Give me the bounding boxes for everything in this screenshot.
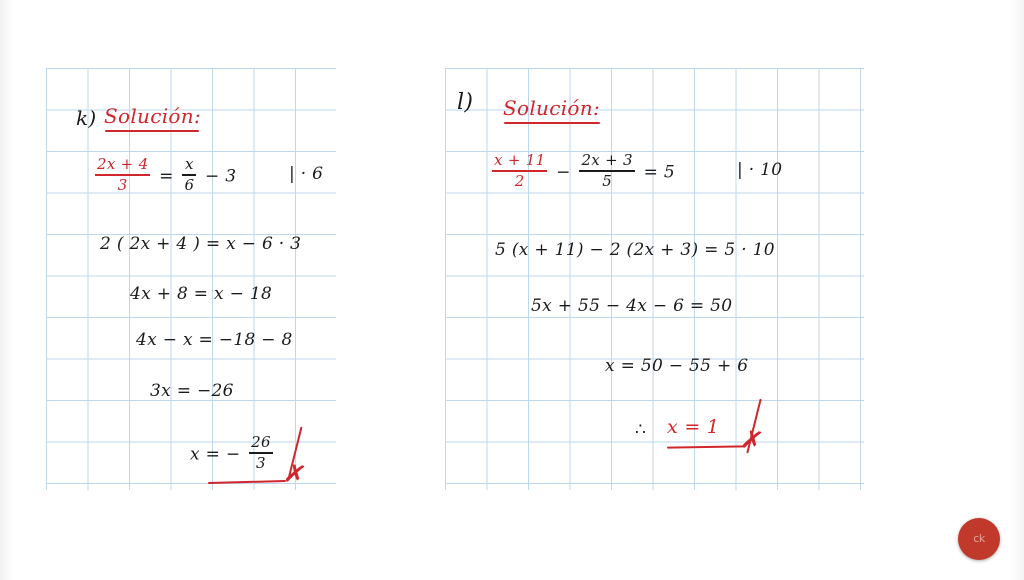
right-tail-k: − 3	[205, 166, 237, 187]
problem-k-label: k)	[76, 106, 97, 130]
watermark-glyph: ck	[973, 532, 985, 546]
problem-l-step-1	[489, 151, 675, 192]
operator-minus-l: −	[556, 162, 571, 183]
relation-equals-l: =	[643, 162, 659, 183]
problem-l-solution-underline	[504, 122, 600, 124]
problem-k-result-lhs: x = −	[190, 444, 241, 465]
problem-k-result-fraction: $\frac{26}{3}$	[251, 433, 271, 472]
fraction-a-l: $\frac{x + 11}{2}$	[494, 151, 546, 190]
fraction-b-l: $\frac{2x + 3}{5}$	[581, 151, 633, 190]
problem-l-step-3: 5x + 55 − 4x − 6 = 50	[531, 296, 733, 316]
problem-k-result	[190, 433, 276, 474]
grid-paper-left	[46, 68, 336, 490]
fraction-right-k: $\frac{x}{6}$	[184, 155, 195, 194]
page-left-shadow	[0, 0, 14, 580]
problem-k-step-5: 3x = −26	[150, 381, 234, 401]
watermark-badge	[958, 518, 1000, 560]
relation-equals-k: =	[159, 166, 174, 187]
problem-l-step-2: 5 (x + 11) − 2 (2x + 3) = 5 · 10	[495, 240, 775, 260]
problem-l-multiplier-note: | · 10	[737, 160, 783, 180]
grid-paper-right	[445, 68, 864, 490]
problem-k-result-underline	[208, 480, 286, 484]
problem-l-result-underline	[667, 445, 745, 449]
problem-k-step-1	[92, 155, 237, 196]
rhs-l: 5	[663, 162, 675, 183]
page-right-shadow	[1010, 0, 1024, 580]
problem-k-step-2: 2 ( 2x + 4 ) = x − 6 · 3	[100, 234, 302, 254]
problem-l-therefore-symbol: ∴	[635, 420, 647, 440]
fraction-left-k: $\frac{2x + 4}{3}$	[97, 155, 149, 194]
problem-l-step-4: x = 50 − 55 + 6	[605, 356, 749, 376]
problem-k-multiplier-note: | · 6	[289, 164, 324, 184]
problem-l-solution-word: Solución:	[503, 96, 600, 120]
problem-k-check-icon: ✗	[281, 458, 309, 492]
problem-l-check-icon: ✗	[738, 424, 766, 458]
problem-k-step-3: 4x + 8 = x − 18	[130, 284, 273, 304]
problem-l-label: l)	[457, 90, 474, 115]
problem-k-solution-underline	[105, 130, 199, 132]
problem-l-result: x = 1	[667, 416, 720, 438]
problem-k-solution-word: Solución:	[104, 104, 201, 128]
problem-k-step-4: 4x − x = −18 − 8	[136, 330, 293, 350]
